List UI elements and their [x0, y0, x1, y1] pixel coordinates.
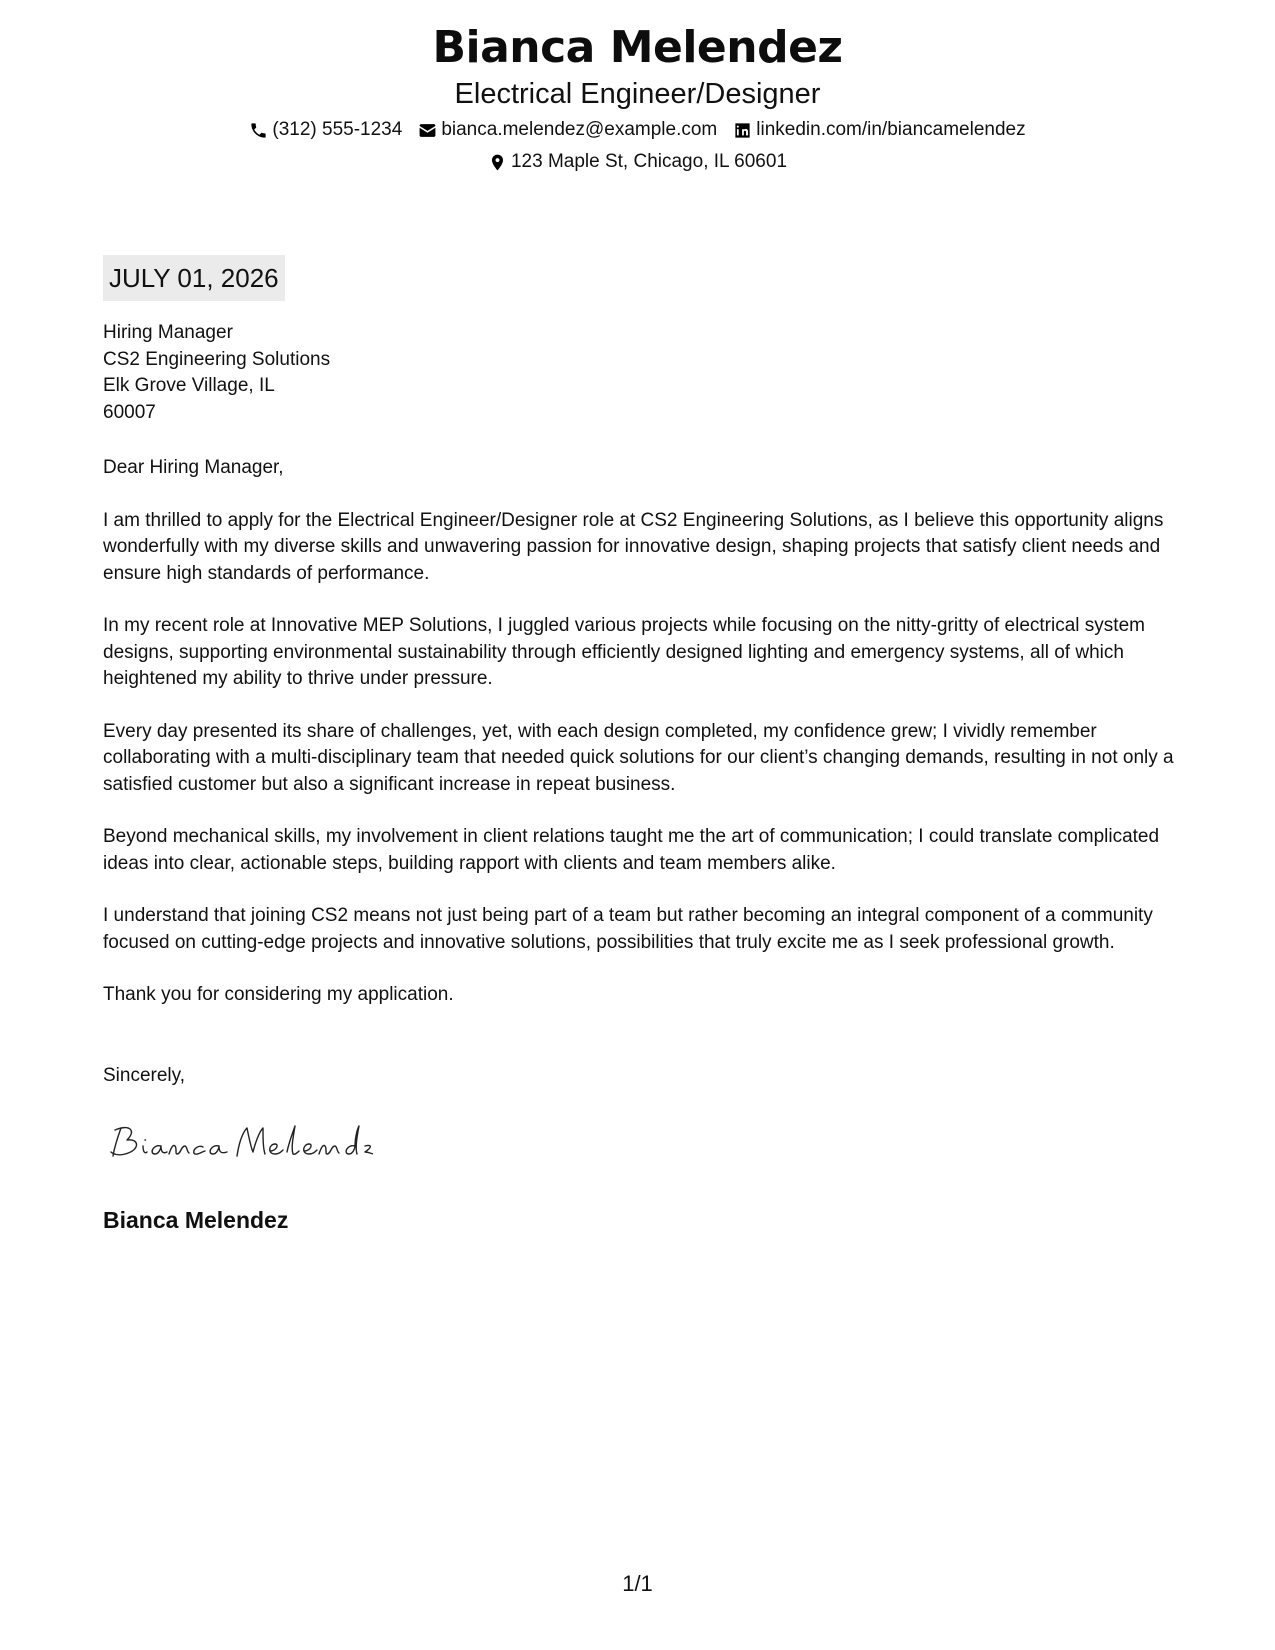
- sender-name: Bianca Melendez: [432, 22, 843, 73]
- contact-row-address: [0, 149, 1275, 175]
- paragraph: Thank you for considering my application.: [103, 984, 454, 1005]
- address-text: 123 Maple St, Chicago, IL 60601: [510, 151, 788, 172]
- paragraph: I understand that joining CS2 means not just being part of a team but rather becoming an integral component of a community focused on cutting-edge projects and innovative solutions, possibilities that truly excite me as I seek professional growth.: [103, 905, 1153, 953]
- contact-linkedin[interactable]: [733, 117, 1025, 143]
- phone-text: (312) 555-1234: [272, 119, 403, 140]
- recipient-line: 60007: [103, 401, 156, 423]
- paragraph: Every day presented its share of challenges, yet, with each design completed, my confidence grew; I vividly remember collaborating with a multi-disciplinary team that needed quick solutions for our client’s changing demands, resulting in not only a satisfied customer but also a significant increase in repeat business.: [103, 720, 1174, 795]
- envelope-icon: [418, 121, 437, 140]
- paragraph: I am thrilled to apply for the Electrical Engineer/Designer role at CS2 Engineering Solutions, as I believe this opportunity aligns wonderfully with my diverse skills and unwavering passion for innovative design, shaping projects that satisfy client needs and ensure high standards of performance.: [103, 509, 1164, 584]
- contact-phone[interactable]: [249, 117, 402, 143]
- phone-icon: [249, 121, 268, 140]
- recipient-line: Elk Grove Village, IL: [103, 375, 275, 396]
- letter-body: [103, 455, 1183, 1035]
- sender-title: Electrical Engineer/Designer: [454, 78, 821, 110]
- paragraph: Beyond mechanical skills, my involvement in client relations taught me the art of communication; I could translate complicated ideas into clear, actionable steps, building rapport with clients and team members alike.: [103, 826, 1160, 874]
- contact-row-primary: [0, 117, 1275, 143]
- recipient-block: [103, 320, 330, 426]
- recipient-line: Hiring Manager: [103, 322, 233, 343]
- recipient-line: CS2 Engineering Solutions: [103, 348, 331, 370]
- salutation: Dear Hiring Manager,: [103, 457, 284, 478]
- linkedin-icon: [733, 121, 752, 140]
- linkedin-text: linkedin.com/in/biancamelendez: [756, 119, 1026, 140]
- contact-address: [488, 149, 787, 175]
- page-number: 1/1: [622, 1571, 653, 1596]
- signer-name: Bianca Melendez: [103, 1207, 289, 1233]
- contact-email[interactable]: [418, 117, 717, 143]
- handwritten-signature: [103, 1118, 373, 1168]
- letter-header: [0, 20, 1275, 175]
- letter-date: JULY 01, 2026: [103, 255, 285, 301]
- paragraph: In my recent role at Innovative MEP Solutions, I juggled various projects while focusing on the nitty-gritty of electrical system designs, supporting environmental sustainability through efficiently designed lighting and emergency systems, all of which heightened my ability to thrive under pressure.: [103, 615, 1145, 689]
- map-pin-icon: [488, 153, 507, 172]
- closing: Sincerely,: [103, 1065, 186, 1086]
- email-text: bianca.melendez@example.com: [441, 119, 718, 140]
